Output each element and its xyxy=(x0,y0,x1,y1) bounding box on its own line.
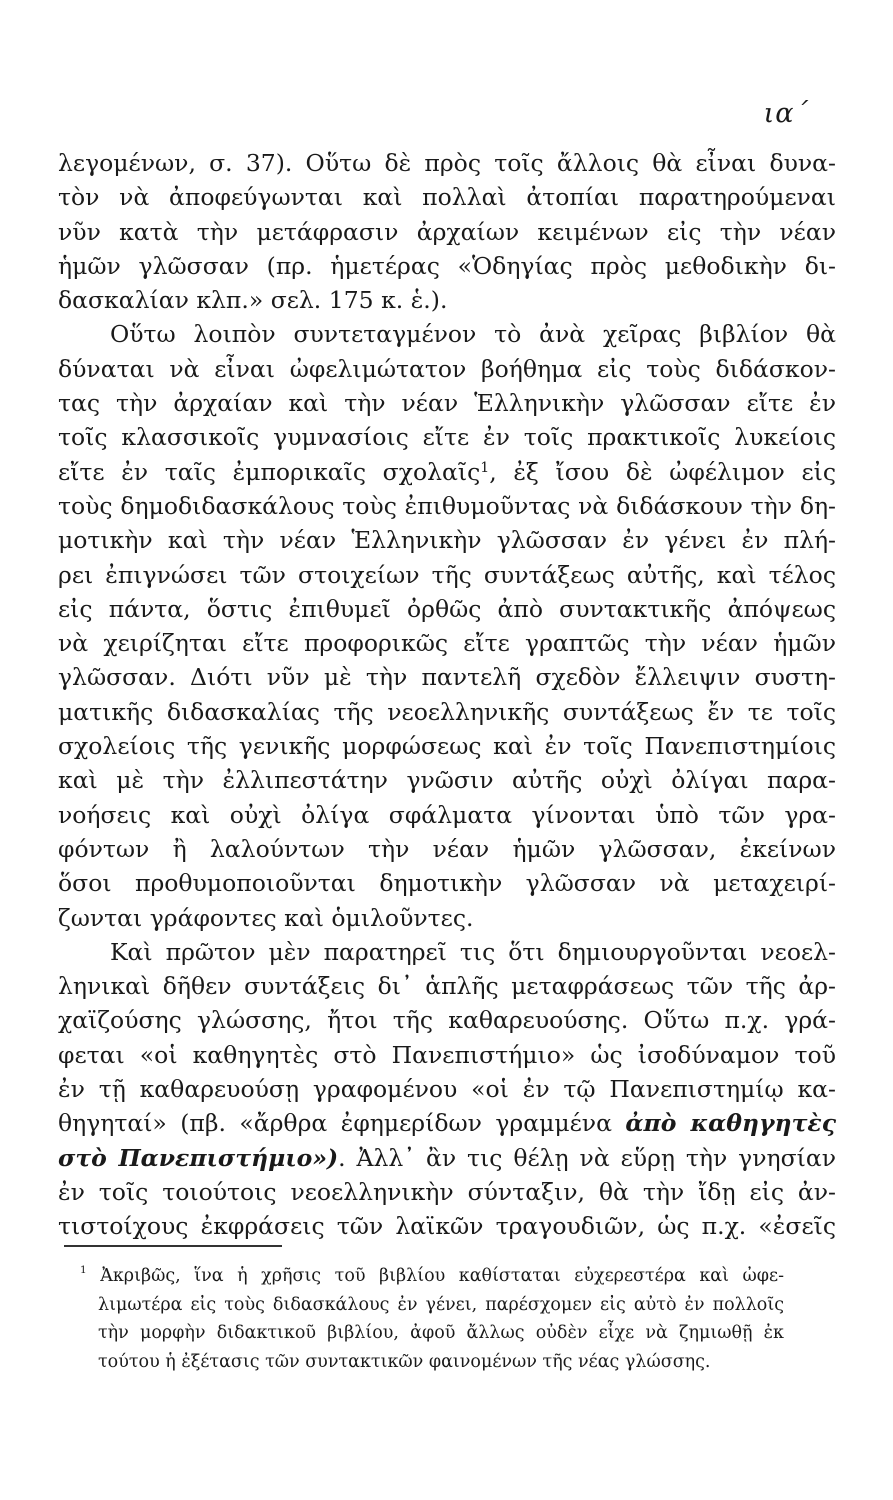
text-segment: Ἀκριβῶς, ἵνα ἡ χρῆσις τοῦ βιβλίου καθίσταται εὐχερεστέρα καὶ ὠφε- xyxy=(100,1266,784,1286)
text-line: Οὕτω λοιπὸν συντεταγμένον τὸ ἀνὰ χεῖρας βιβλίον θὰ xyxy=(110,320,836,349)
text-line: ἡμῶν γλῶσσαν (πρ. ἡμετέρας «Ὁδηγίας πρὸς μεθοδικὴν δι- xyxy=(58,251,836,280)
footnote-reference: 1 xyxy=(480,459,490,476)
text-line: ὅσοι προθυμοποιοῦνται δημοτικὴν γλῶσσαν νὰ μεταχειρί- xyxy=(58,869,836,898)
text-line: δασκαλίαν κλπ.» σελ. 175 κ. ἑ.). xyxy=(58,286,448,315)
text-line: τιστοίχους ἐκφράσεις τῶν λαϊκῶν τραγουδιῶν, ὡς π.χ. «ἐσεῖς xyxy=(58,1212,836,1241)
text-line: ἐν τῇ καθαρευούσῃ γραφομένου «οἱ ἐν τῷ Πανεπιστημίῳ κα- xyxy=(58,1075,836,1104)
text-line: νῦν κατὰ τὴν μετάφρασιν ἀρχαίων κειμένων εἰς τὴν νέαν xyxy=(58,217,836,246)
footnote-divider xyxy=(64,1245,282,1247)
paragraph-2 xyxy=(58,317,836,934)
text-line: νὰ χειρίζηται εἴτε προφορικῶς εἴτε γραπτῶς τὴν νέαν ἡμῶν xyxy=(58,629,836,658)
emphasized-text: στὸ Πανεπιστήμιο») xyxy=(58,1143,339,1172)
text-line: μοτικὴν καὶ τὴν νέαν Ἑλληνικὴν γλῶσσαν ἐν γένει ἐν πλή- xyxy=(58,526,836,555)
footnote-line: τούτου ἡ ἐξέτασις τῶν συντακτικῶν φαινομένων τῆς νέας γλώσσης. xyxy=(98,1351,711,1372)
emphasized-text: ἀπὸ καθηγητὲς xyxy=(625,1109,836,1138)
text-segment: . Ἀλλ᾽ ἂν τις θέλῃ νὰ εὕρῃ τὴν γνησίαν xyxy=(338,1143,836,1172)
text-line: καὶ μὲ τὴν ἐλλιπεστάτην γνῶσιν αὐτῆς οὐχὶ ὀλίγαι παρα- xyxy=(58,766,836,795)
text-line-with-footnote xyxy=(58,455,836,489)
text-line: ἐν τοῖς τοιούτοις νεοελληνικὴν σύνταξιν, θὰ τὴν ἴδῃ εἰς ἀν- xyxy=(58,1177,836,1206)
text-segment: εἴτε ἐν ταῖς ἐμπορικαῖς σχολαῖς xyxy=(58,457,481,486)
footnote-line xyxy=(80,1262,784,1291)
text-line: λεγομένων, σ. 37). Οὕτω δὲ πρὸς τοῖς ἄλλοις θὰ εἶναι δυνα- xyxy=(58,149,836,177)
text-line: γλῶσσαν. Διότι νῦν μὲ τὴν παντελῆ σχεδὸν ἔλλειψιν συστη- xyxy=(58,663,836,692)
text-line: τὸν νὰ ἀποφεύγωνται καὶ πολλαὶ ἀτοπίαι παρατηρούμεναι xyxy=(58,183,836,212)
text-line: χαϊζούσης γλώσσης, ἤτοι τῆς καθαρευούσης. Οὕτω π.χ. γρά- xyxy=(58,1006,836,1035)
footnote-line: λιμωτέρα εἰς τοὺς διδασκάλους ἐν γένει, παρέσχομεν εἰς αὐτὸ ἐν πολλοῖς xyxy=(98,1294,784,1315)
text-line: ληνικαὶ δῆθεν συντάξεις δι᾽ ἁπλῆς μεταφράσεως τῶν τῆς ἀρ- xyxy=(58,972,836,1001)
footnote-marker-wrap xyxy=(80,1266,100,1286)
text-line: εἰς πάντα, ὅστις ἐπιθυμεῖ ὀρθῶς ἀπὸ συντακτικῆς ἀπόψεως xyxy=(58,594,836,623)
text-line: σχολείοις τῆς γενικῆς μορφώσεως καὶ ἐν τοῖς Πανεπιστημίοις xyxy=(58,732,836,761)
text-line: νοήσεις καὶ οὐχὶ ὀλίγα σφάλματα γίνονται ὑπὸ τῶν γρα- xyxy=(58,800,836,829)
paragraph-1 xyxy=(58,146,836,317)
text-line: ματικῆς διδασκαλίας τῆς νεοελληνικῆς συντάξεως ἔν τε τοῖς xyxy=(58,697,836,726)
paragraph-3 xyxy=(58,935,836,1244)
footnote xyxy=(80,1262,784,1376)
text-line: τοὺς δημοδιδασκάλους τοὺς ἐπιθυμοῦντας νὰ διδάσκουν τὴν δη- xyxy=(58,491,836,520)
text-line: τας τὴν ἀρχαίαν καὶ τὴν νέαν Ἑλληνικὴν γλῶσσαν εἴτε ἐν xyxy=(58,389,836,418)
text-line: τοῖς κλασσικοῖς γυμνασίοις εἴτε ἐν τοῖς πρακτικοῖς λυκείοις xyxy=(58,423,836,452)
text-line: δύναται νὰ εἶναι ὠφελιμώτατον βοήθημα εἰς τοὺς διδάσκον- xyxy=(58,354,836,383)
body-text xyxy=(58,146,836,1244)
text-line: ζωνται γράφοντες καὶ ὁμιλοῦντες. xyxy=(58,903,474,932)
text-line: ρει ἐπιγνώσει τῶν στοιχείων τῆς συντάξεως αὐτῆς, καὶ τέλος xyxy=(58,560,836,589)
text-line: φόντων ἢ λαλούντων τὴν νέαν ἡμῶν γλῶσσαν, ἐκείνων xyxy=(58,834,836,863)
text-line: Καὶ πρῶτον μὲν παρατηρεῖ τις ὅτι δημιουργοῦνται νεοελ- xyxy=(110,937,836,966)
text-line: φεται «οἱ καθηγητὲς στὸ Πανεπιστήμιο» ὡς ἰσοδύναμον τοῦ xyxy=(58,1040,836,1069)
text-line xyxy=(58,1141,836,1175)
footnote-marker: 1 xyxy=(80,1264,87,1276)
text-segment: θηγηταί» (πβ. «ἄρθρα ἐφημερίδων γραμμένα xyxy=(58,1109,626,1138)
text-line xyxy=(58,1106,836,1140)
page-number: ια΄ xyxy=(763,98,809,129)
text-segment: , ἐξ ἴσου δὲ ὠφέλιμον εἰς xyxy=(489,457,837,486)
footnote-line: τὴν μορφὴν διδακτικοῦ βιβλίου, ἀφοῦ ἄλλως οὐδὲν εἶχε νὰ ζημιωθῇ ἐκ xyxy=(98,1323,784,1343)
